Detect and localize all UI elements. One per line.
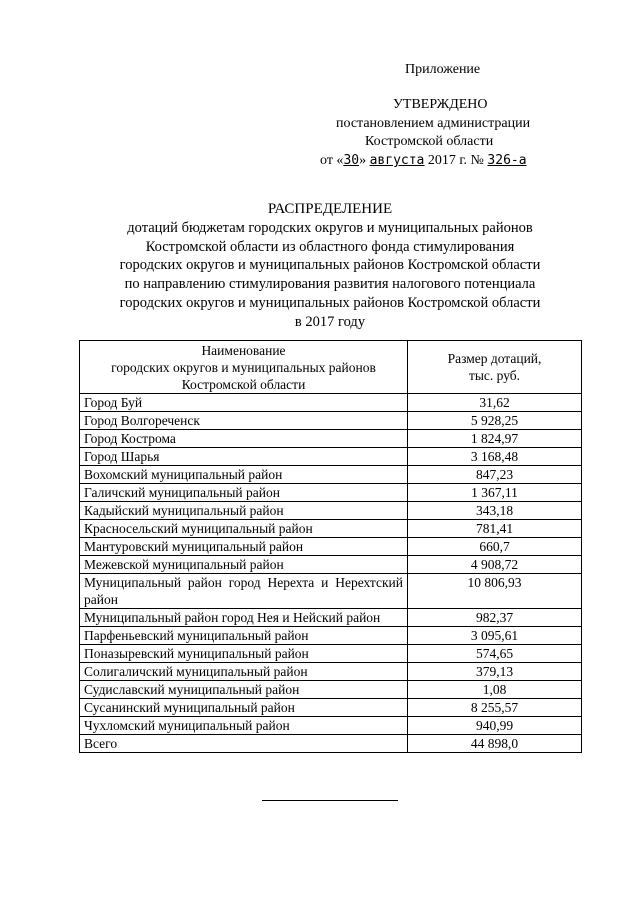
row-name: Судиславский муниципальный район (80, 681, 408, 699)
date-month: августа (369, 153, 425, 168)
table-row (80, 484, 582, 502)
row-value: 574,65 (408, 645, 582, 663)
header-name-line: Костромской области (181, 376, 306, 392)
table-row (80, 627, 582, 645)
title-line: дотаций бюджетам городских округов и муниципальных районов (127, 219, 533, 236)
row-value: 940,99 (408, 717, 582, 735)
table-total-row (80, 735, 582, 753)
resolution-number: 326-а (487, 153, 527, 168)
table-row (80, 520, 582, 538)
title-line: городских округов и муниципальных районов Костромской области (119, 294, 541, 311)
row-value: 660,7 (408, 538, 582, 556)
row-name: Чухломский муниципальный район (80, 717, 408, 735)
row-name: Мантуровский муниципальный район (80, 538, 408, 556)
header-name (80, 341, 408, 394)
table-header-row (80, 341, 582, 394)
title-line: Костромской области из областного фонда стимулирования (145, 238, 515, 255)
row-name: Вохомский муниципальный район (80, 466, 408, 484)
table-row (80, 430, 582, 448)
row-name: Сусанинский муниципальный район (80, 699, 408, 717)
row-name: Муниципальный район город Нерехта и Нерехтский район (80, 574, 408, 609)
row-name: Галичский муниципальный район (80, 484, 408, 502)
row-value: 847,23 (408, 466, 582, 484)
table-row (80, 681, 582, 699)
row-value: 31,62 (408, 394, 582, 412)
title-heading: РАСПРЕДЕЛЕНИЕ (267, 201, 393, 217)
row-value: 343,18 (408, 502, 582, 520)
table-row (80, 394, 582, 412)
row-value: 3 095,61 (408, 627, 582, 645)
date-prefix: от « (320, 153, 344, 168)
title-line: по направлению стимулирования развития налогового потенциала (124, 276, 536, 293)
row-value: 781,41 (408, 520, 582, 538)
closing-rule (262, 800, 398, 801)
header-value-line: тыс. руб. (468, 368, 521, 383)
row-name: Город Шарья (80, 448, 408, 466)
row-value: 982,37 (408, 609, 582, 627)
table-row (80, 412, 582, 430)
table-row (80, 717, 582, 735)
row-value: 3 168,48 (408, 448, 582, 466)
resolution-label: постановлением администрации (336, 116, 531, 131)
table-row (80, 502, 582, 520)
table-row (80, 699, 582, 717)
table-row (80, 663, 582, 681)
table-row (80, 556, 582, 574)
date-mid: » (359, 153, 370, 168)
row-name: Поназыревский муниципальный район (80, 645, 408, 663)
title-line: городских округов и муниципальных районов Костромской области (119, 257, 541, 274)
row-name: Солигаличский муниципальный район (80, 663, 408, 681)
row-value: 10 806,93 (408, 574, 582, 609)
row-name: Город Кострома (80, 430, 408, 448)
row-value: 1,08 (408, 681, 582, 699)
row-value: 8 255,57 (408, 699, 582, 717)
total-value: 44 898,0 (408, 735, 582, 753)
table-row (80, 538, 582, 556)
table-row (80, 609, 582, 627)
appendix-label: Приложение (405, 62, 481, 77)
row-value: 379,13 (408, 663, 582, 681)
header-name-line: Наименование (201, 342, 286, 358)
row-value: 1 824,97 (408, 430, 582, 448)
region-label: Костромской области (365, 134, 494, 149)
header-value (408, 341, 582, 394)
row-name: Город Волгореченск (80, 412, 408, 430)
table-row (80, 448, 582, 466)
header-value-line: Размер дотаций, (447, 351, 542, 366)
row-value: 4 908,72 (408, 556, 582, 574)
approved-label: УТВЕРЖДЕНО (393, 97, 488, 112)
date-day: 30 (343, 153, 360, 168)
table-row (80, 574, 582, 609)
title-line: в 2017 году (294, 313, 366, 330)
table-row (80, 645, 582, 663)
row-name: Межевской муниципальный район (80, 556, 408, 574)
header-name-line: городских округов и муниципальных районов (111, 359, 376, 375)
row-name: Парфеньевский муниципальный район (80, 627, 408, 645)
document-title (80, 200, 580, 332)
row-name: Муниципальный район город Нея и Нейский район (80, 609, 408, 627)
total-label: Всего (80, 735, 408, 753)
resolution-date-line (320, 153, 527, 169)
date-year: 2017 г. № (424, 153, 488, 168)
row-name: Красносельский муниципальный район (80, 520, 408, 538)
distribution-table (79, 340, 582, 753)
row-name: Кадыйский муниципальный район (80, 502, 408, 520)
row-name: Город Буй (80, 394, 408, 412)
row-value: 1 367,11 (408, 484, 582, 502)
row-value: 5 928,25 (408, 412, 582, 430)
table-row (80, 466, 582, 484)
